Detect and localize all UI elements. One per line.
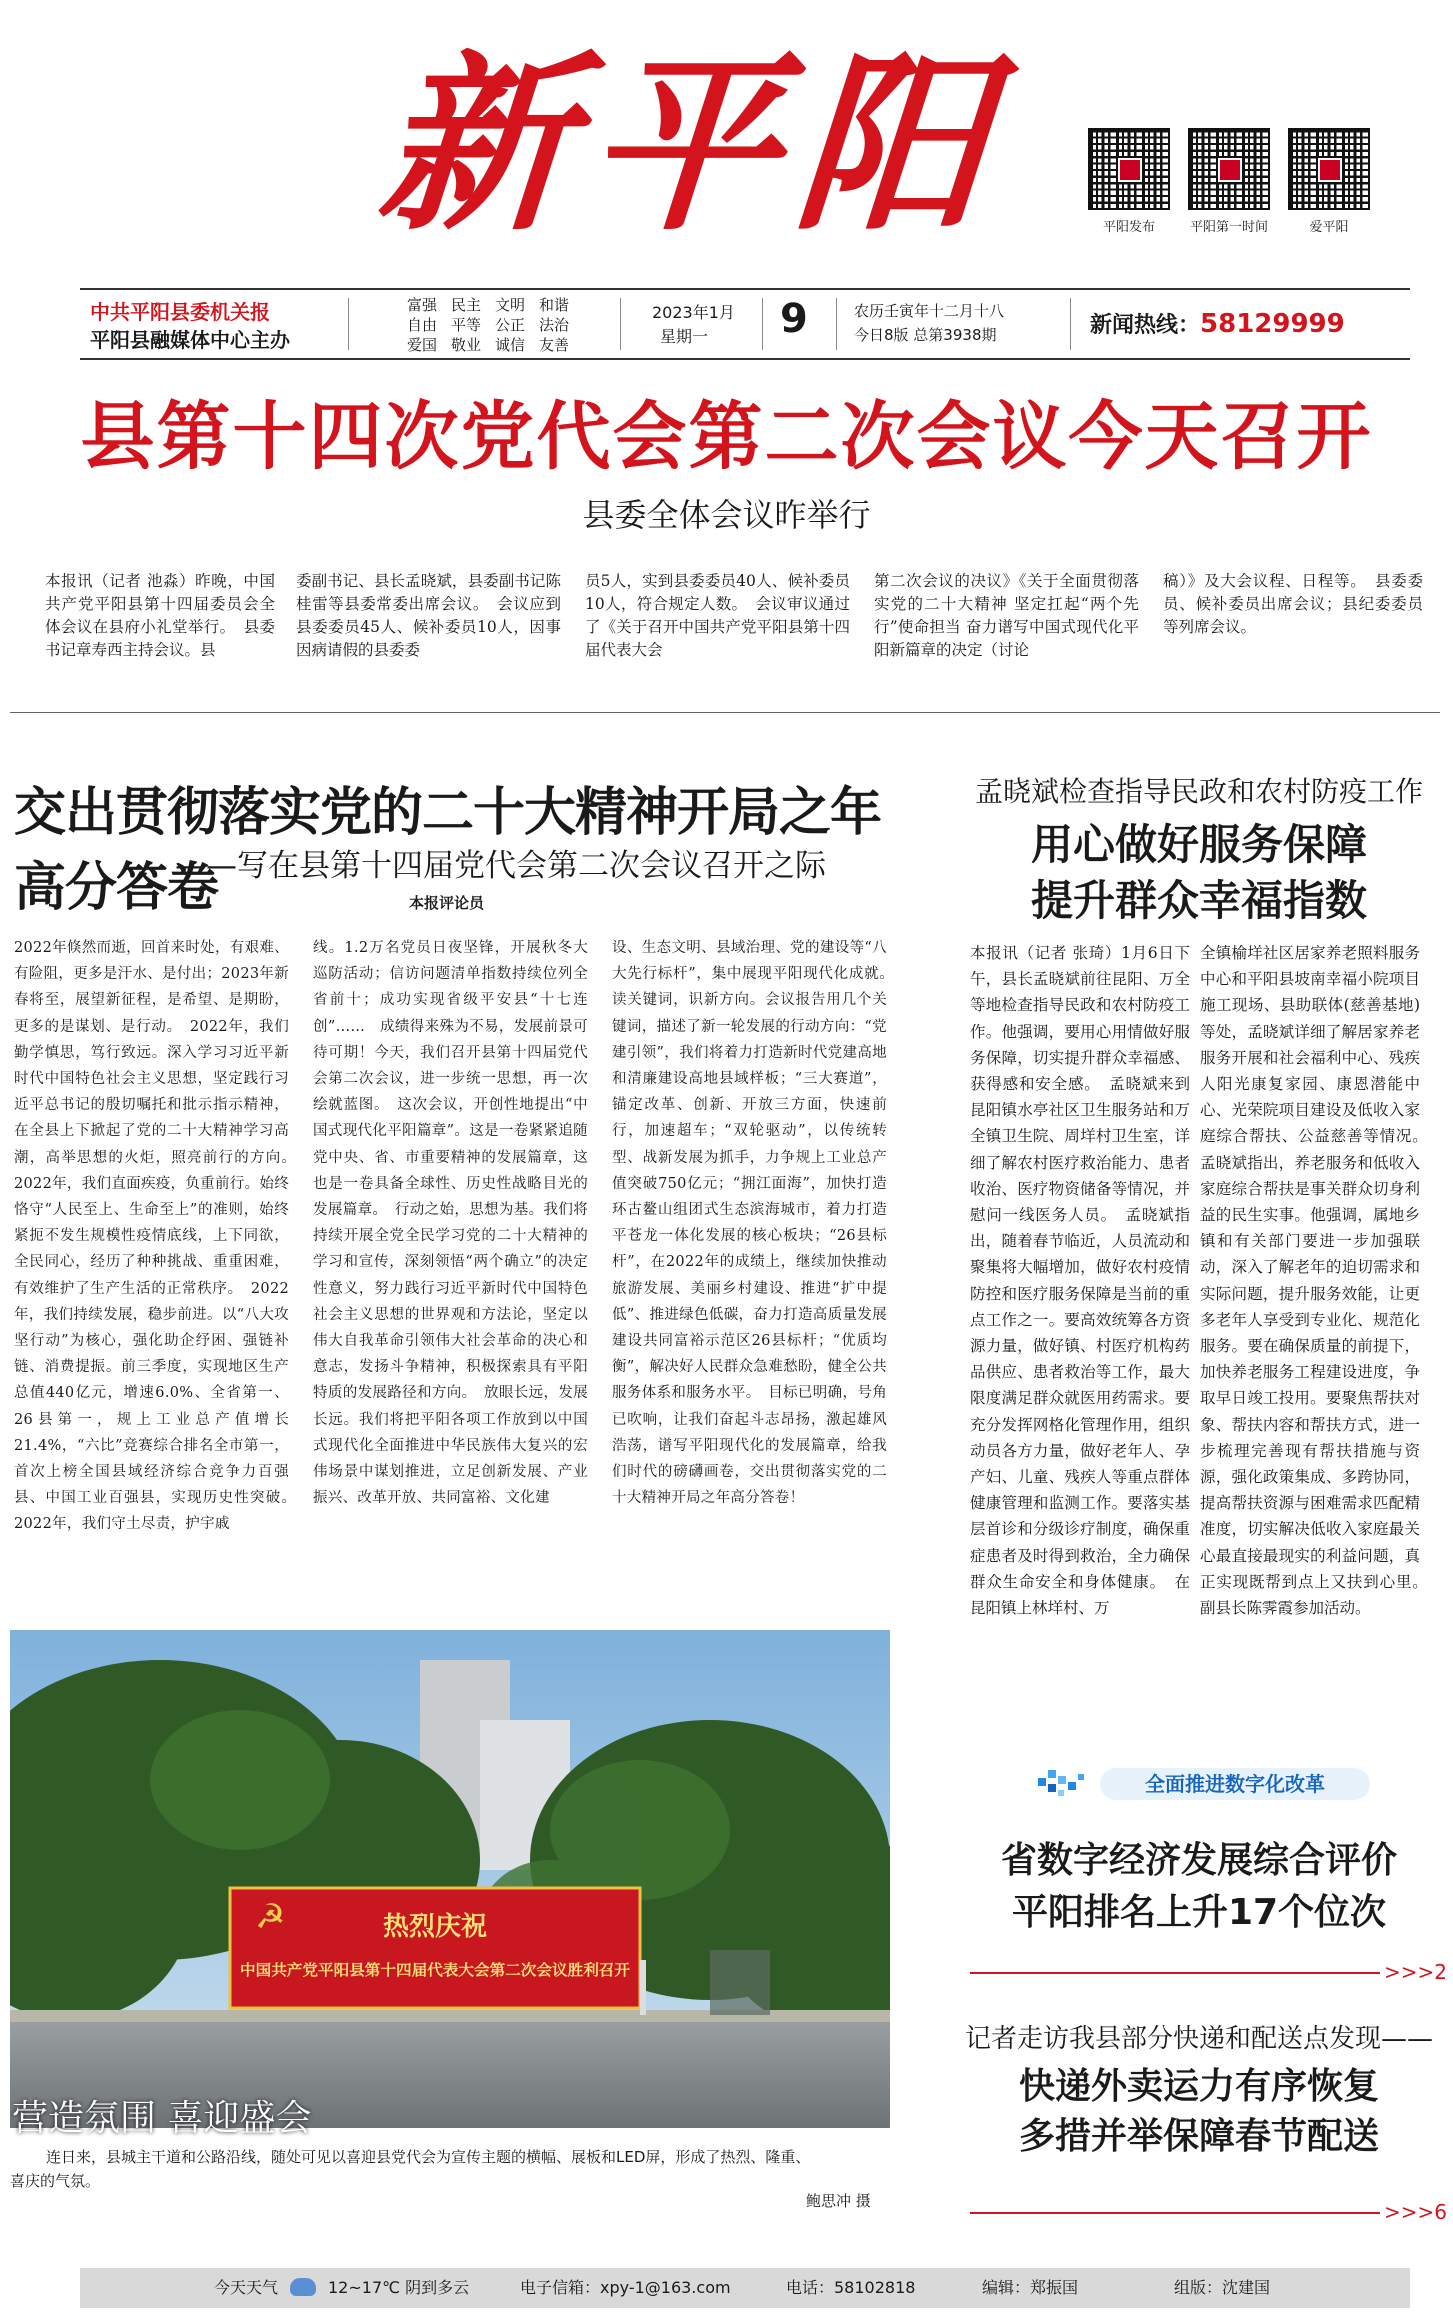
commentary-subheadline: ——写在县第十四届党代会第二次会议召开之际	[175, 848, 826, 884]
banner-line-2: 中国共产党平阳县第十四届代表大会第二次会议胜利召开	[240, 1961, 630, 1979]
jump-line	[970, 1972, 1380, 1974]
core-value: 平等	[450, 316, 481, 334]
digital-headline-line-2: 平阳排名上升17个位次	[1011, 1892, 1387, 1933]
footer-email: 电子信箱：xpy-1@163.com	[520, 2278, 731, 2297]
masthead-info-bar	[80, 288, 1410, 360]
masthead	[0, 0, 1453, 280]
commentary-column-2: 线。1.2万名党员日夜坚锋，开展秋冬大巡防活动；信访问题清单指数持续位列全省前十；成功实现省级平安县“十七连创”…… 成绩得来殊为不易，发展前景可待可期！今天，我们召开县第十四届党代会第二次会议，进一步统一思想，再一次绘就蓝图。 这次会议，开创性地提出“中国式现代化平阳篇章”。这是一卷紧紧追随党中央、省、市重要精神的发展篇章，这也是一卷具备全球性、历史性战略目光的发展篇章。 行动之始，思想为基。我们将持续开展全党全民学习党的二十大精神的学习和宣传，深刻领悟“两个确立”的决定性意义，努力践行习近平新时代中国特色社会主义思想的世界观和方法论，坚定以伟大自我革命引领伟大社会革命的决心和意志，发扬斗争精神，积极探索具有平阳特质的发展路径和方向。 放眼长远，发展长远。我们将把平阳各项工作放到以中国式现代化全面推进中华民族伟大复兴的宏伟场景中谋划推进，立足创新发展、产业振兴、改革开放、共同富裕、文化建	[313, 940, 588, 1507]
celebration-banner	[230, 1888, 640, 2008]
commentary-headline: 交出贯彻落实党的二十大精神开局之年高分答卷	[14, 782, 882, 918]
core-value: 友善	[538, 336, 569, 354]
core-value: 敬业	[450, 336, 481, 354]
jump-line	[970, 2212, 1380, 2214]
footer-layout: 组版：沈建国	[1174, 2278, 1271, 2297]
weather-label: 今天天气	[214, 2278, 279, 2297]
qr-label: 平阳发布	[1102, 220, 1155, 235]
hotline-number: 58129999	[1200, 309, 1345, 339]
lead-column-5: 稿）》及大会议程、日程等。 县委委员、候补委员出席会议；县纪委委员等列席会议。	[1163, 572, 1423, 636]
commentary-column-3: 设、生态文明、县域治理、党的建设等“八大先行标杆”，集中展现平阳现代化成就。 读关键词，识新方向。会议报告用几个关键词，描述了新一轮发展的行动方向：“党建引领”，我们将着力打造新时代党建高地和清廉建设高地县域样板；“三大赛道”，锚定改革、创新、开放三方面，快速前行，加速超车；“双轮驱动”，以传统转型、战新发展为抓手，力争规上工业总产值突破750亿元；“拥江面海”，加快打造环古鳌山组团式生态滨海城市，着力打造平苍龙一体化发展的核心板块；“26县标杆”，在2022年的成绩上，继续加快推动旅游发展、美丽乡村建设、推进“扩中提低”、推进绿色低碳，奋力打造高质量发展建设共同富裕示范区26县标杆；“优质均衡”，解决好人民群众急难愁盼，健全公共服务体系和服务水平。 目标已明确，号角已吹响，让我们奋起斗志昂扬，激起雄风浩荡，谱写平阳现代化的发展篇章，给我们时代的磅礴画卷，交出贯彻落实党的二十大精神开局之年高分答卷！	[612, 940, 902, 1507]
jump-to-page-6[interactable]: >>>6	[1384, 2200, 1447, 2224]
lead-subheadline: 县委全体会议昨举行	[582, 496, 871, 534]
right-column-2: 全镇榆垟社区居家养老照料服务中心和平阳县坡南幸福小院项目施工现场、县助联体(慈善基地)等处，孟晓斌详细了解居家养老服务开展和社会福利中心、残疾人阳光康复家园、康恩潜能中心、光荣院项目建设及低收入家庭综合帮扶、公益慈善等情况。 孟晓斌指出，养老服务和低收入家庭综合帮扶是事关群众切身利益的民生实事。他强调，属地乡镇和有关部门要进一步加强联动，深入了解老年的迫切需求和实际问题，提升服务效能，让更多老年人享受到专业化、规范化服务。要在确保质量的前提下，加快养老服务工程建设进度，争取早日竣工投用。要聚焦帮扶对象、帮扶内容和帮扶方式，进一步梳理完善现有帮扶措施与资源，强化政策集成、多跨协同，提高帮扶资源与困难需求匹配精准度，切实解决低收入家庭最关心最直接最现实的利益问题，真正实现既帮到点上又扶到心里。 副县长陈霁霞参加活动。	[1200, 944, 1436, 1618]
jump-to-page-2[interactable]: >>>2	[1384, 1960, 1447, 1984]
photo-caption: 营造氛围 喜迎盛会	[12, 2098, 312, 2139]
lead-column-3: 员5人，实到县委委员40人、候补委员10人，符合规定人数。 会议审议通过了《关于召开中国共产党平阳县第十四届代表大会	[585, 572, 850, 659]
lunar-date: 农历壬寅年十二月十八	[854, 302, 1005, 320]
divider	[620, 298, 621, 350]
org-line-2: 平阳县融媒体中心主办	[90, 328, 290, 352]
footer-bar	[80, 2268, 1410, 2308]
qr-code-icon	[1188, 128, 1270, 210]
core-value: 富强	[406, 296, 437, 314]
core-value: 民主	[450, 296, 481, 314]
photo-credit: 鲍思冲 摄	[806, 2192, 871, 2210]
right-kicker: 孟晓斌检查指导民政和农村防疫工作	[974, 775, 1423, 808]
delivery-kicker: 记者走访我县部分快递和配送点发现——	[964, 2024, 1433, 2054]
qr-code-pingyang-first-time[interactable]	[1183, 128, 1275, 235]
divider	[762, 298, 763, 350]
qr-code-ai-pingyang[interactable]	[1283, 128, 1375, 235]
date-day: 9	[780, 296, 808, 342]
core-value: 自由	[406, 316, 437, 334]
photo-description: 连日来，县城主干道和公路沿线，随处可见以喜迎县党代会为宣传主题的横幅、展板和LED屏，形成了热烈、隆重、	[46, 2148, 811, 2166]
right-column-1: 本报讯（记者 张琦）1月6日下午，县长孟晓斌前往昆阳、万全等地检查指导民政和农村防疫工作。他强调，要用心用情做好服务保障，切实提升群众幸福感、获得感和安全感。 孟晓斌来到昆阳镇水亭社区卫生服务站和万全镇卫生院、周垟村卫生室，详细了解农村医疗救治能力、患者收治、医疗物资储备等情况，并慰问一线医务人员。 孟晓斌指出，随着春节临近，人员流动和聚集将大幅增加，做好农村疫情防控和医疗服务保障是当前的重点工作之一。要高效统筹各方资源力量，做好镇、村医疗机构药品供应、患者救治等工作，最大限度满足群众就医用药需求。要充分发挥网格化管理作用，组织动员各方力量，做好老年人、孕产妇、儿童、残疾人等重点群体健康管理和监测工作。要落实基层首诊和分级诊疗制度，确保重症患者及时得到救治，全力确保群众生命安全和身体健康。 在昆阳镇上林垟村、万	[970, 944, 1190, 1618]
core-value: 诚信	[494, 336, 525, 354]
footer-phone: 电话：58102818	[786, 2278, 916, 2297]
lead-headline: 县第十四次党代会第二次会议今天召开	[80, 394, 1373, 480]
qr-code-icon	[1088, 128, 1170, 210]
divider	[836, 298, 837, 350]
lead-column-1: 本报讯（记者 池淼）昨晚，中国共产党平阳县第十四届委员会全体会议在县府小礼堂举行。 县委书记章寿西主持会议。县	[45, 572, 275, 659]
qr-code-pingyang-release[interactable]	[1083, 128, 1175, 235]
cloud-icon	[290, 2278, 316, 2296]
qr-label: 爱平阳	[1309, 220, 1349, 235]
delivery-headline-line-2: 多措并举保障春节配送	[1018, 2116, 1379, 2157]
svg-text:☭: ☭	[255, 1897, 286, 1937]
digital-reform-tag	[1030, 1764, 1390, 1804]
lead-column-2: 委副书记、县长孟晓斌，县委副书记陈桂雷等县委常委出席会议。 会议应到县委委员45人、候补委员10人，因事因病请假的县委委	[296, 572, 561, 659]
issue-info: 今日8版 总第3938期	[854, 326, 997, 344]
date-year-month: 2023年1月	[652, 303, 735, 322]
core-values	[400, 295, 590, 355]
core-value: 文明	[494, 296, 525, 314]
newspaper-logo: 新平阳	[372, 33, 1012, 256]
news-hotline	[1090, 308, 1345, 339]
footer-editor: 编辑：郑振国	[982, 2278, 1079, 2297]
core-value: 法治	[538, 316, 569, 334]
section-divider	[10, 712, 1440, 713]
commentary-column-1: 2022年倏然而逝，回首来时处，有艰难、有险阻，更多是汗水、是付出；2023年新春将至，展望新征程，是希望、是期盼，更多的是谋划、是行动。 2022年，我们勤学慎思，笃行致远。深入学习习近平新时代中国特色社会主义思想，坚定践行习近平总书记的殷切嘱托和批示指示精神，在全县上下掀起了党的二十大精神学习高潮，高举思想的火炬，照亮前行的方向。 2022年，我们直面疾疫，负重前行。始终恪守“人民至上、生命至上”的准则，始终紧扼不发生规模性疫情底线，上下同欲，全民同心，经历了种种挑战、重重困难，有效维护了生产生活的正常秩序。 2022年，我们持续发展，稳步前进。以“八大攻坚行动”为核心，强化助企纾困、强链补链、消费提振。前三季度，实现地区生产总值440亿元，增速6.0%、全省第一、26县第一，规上工业总产值增长21.4%，“六比”竞赛综合排名全市第一，首次上榜全国县域经济综合竞争力百强县、中国工业百强县，实现历史性突破。 2022年，我们守土尽责，护宇戚	[14, 940, 304, 1533]
divider	[1070, 298, 1071, 350]
qr-label: 平阳第一时间	[1189, 220, 1268, 235]
delivery-headline-line-1: 快递外卖运力有序恢复	[1018, 2066, 1379, 2107]
photo-description-cont: 喜庆的气氛。	[10, 2172, 101, 2190]
right-headline-line-1: 用心做好服务保障	[1030, 820, 1367, 869]
core-value: 和谐	[538, 296, 569, 314]
news-photo	[10, 1630, 890, 2128]
core-value: 爱国	[406, 336, 437, 354]
pixel-icon	[1036, 1764, 1096, 1804]
digital-headline-line-1: 省数字经济发展综合评价	[1000, 1840, 1397, 1881]
lead-column-4: 第二次会议的决议》《关于全面贯彻落实党的二十大精神 坚定扛起“两个先行”使命担当 奋力谱写中国式现代化平阳新篇章的决定（讨论	[874, 572, 1139, 659]
commentary-author: 本报评论员	[409, 894, 485, 912]
qr-code-icon	[1288, 128, 1370, 210]
digital-reform-label: 全面推进数字化改革	[1100, 1768, 1370, 1800]
photo-scene	[10, 1630, 890, 2128]
hotline-label: 新闻热线：	[1090, 313, 1201, 338]
org-line-1: 中共平阳县委机关报	[90, 300, 270, 324]
divider	[348, 298, 349, 350]
weather-value: 12~17℃ 阴到多云	[328, 2278, 470, 2297]
core-value: 公正	[494, 316, 525, 334]
right-headline-line-2: 提升群众幸福指数	[1030, 876, 1367, 925]
date-weekday: 星期一	[660, 327, 709, 346]
banner-line-1: 热烈庆祝	[382, 1912, 488, 1942]
